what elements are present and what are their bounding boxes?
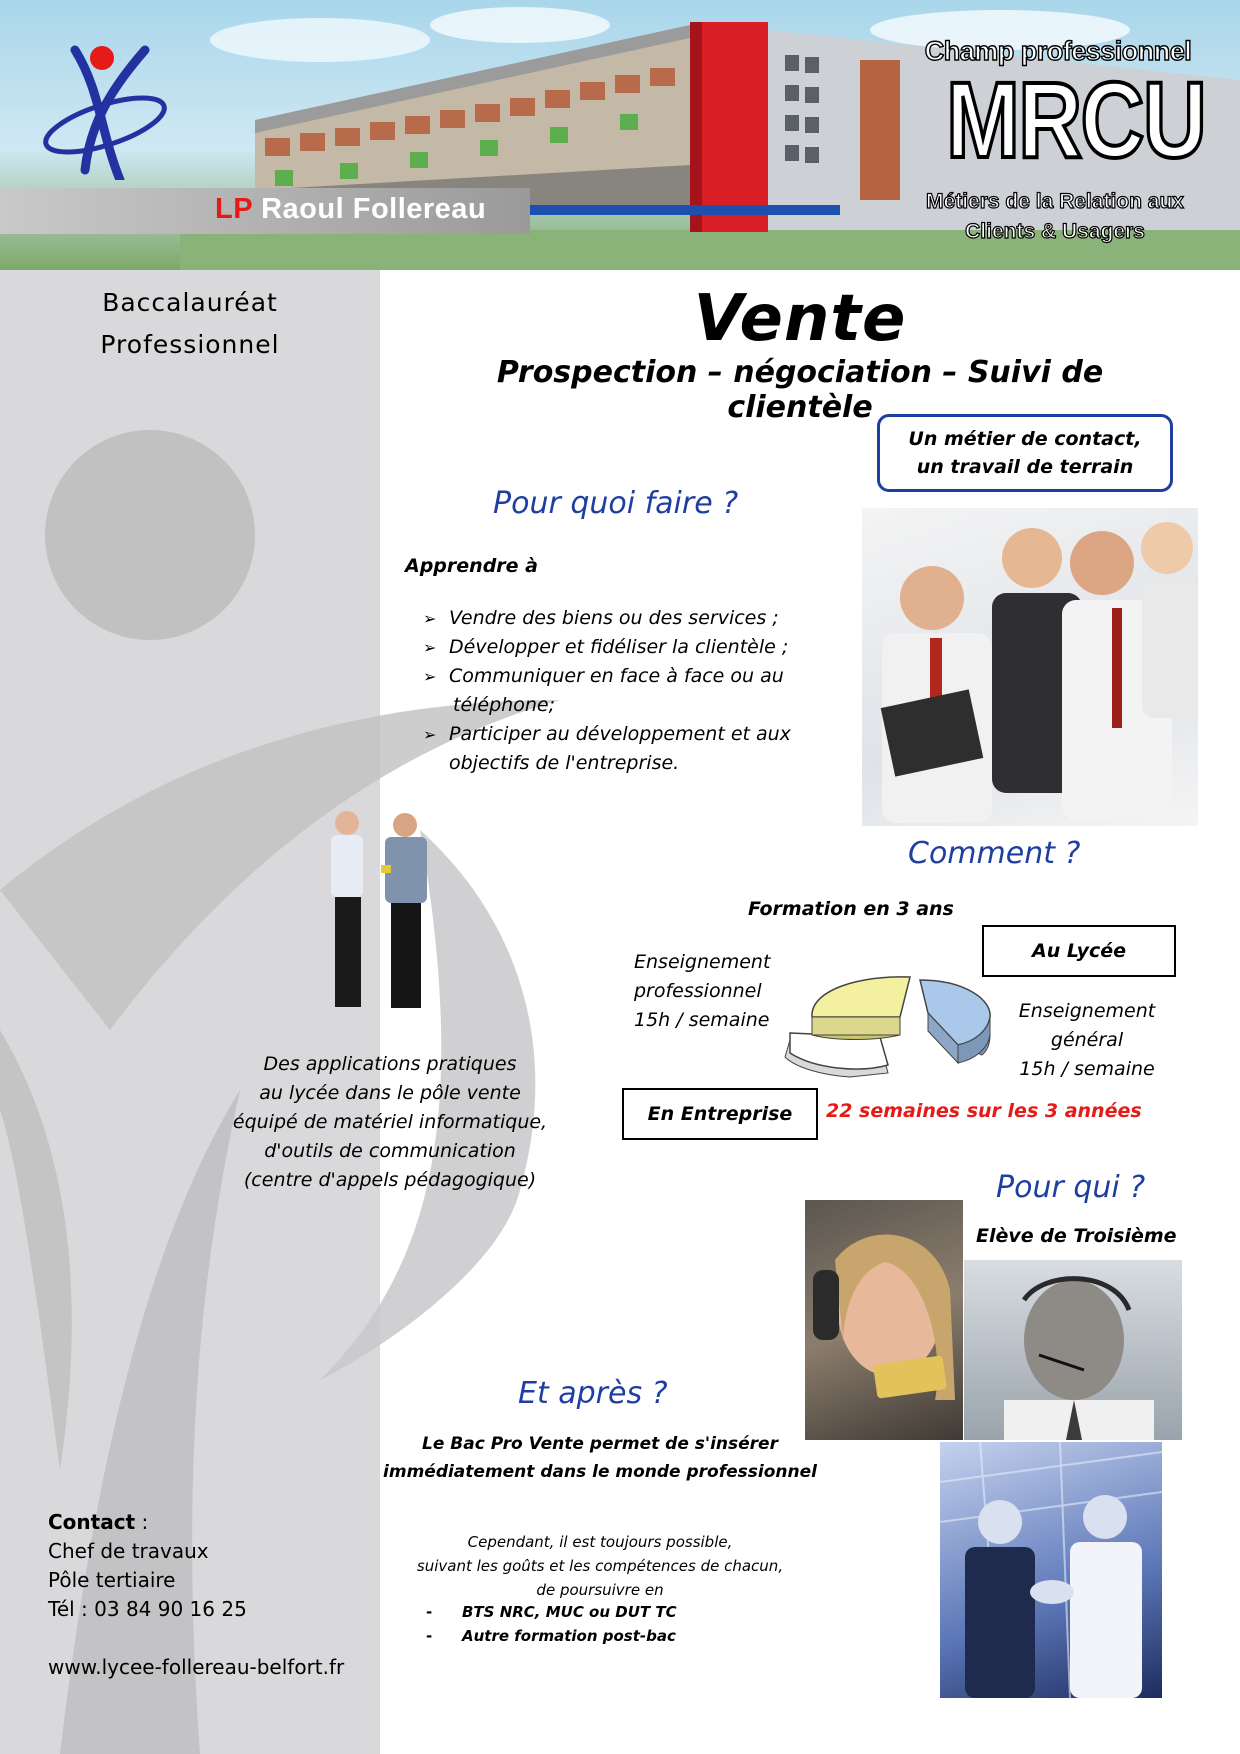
- page-subtitle: Prospection – négociation – Suivi de clientèle: [496, 355, 1104, 425]
- weeks-text: 22 semaines sur les 3 années: [826, 1100, 1142, 1122]
- business-team-photo: [862, 508, 1198, 826]
- further-item: [426, 1624, 677, 1648]
- contact-label: Contact: [48, 1510, 136, 1534]
- learn-item: [423, 720, 843, 778]
- applications-line5: (centre d'appels pédagogique): [243, 1169, 537, 1191]
- arrow-bullet-icon: ➢: [423, 725, 437, 744]
- pro-teaching-line2: professionnel: [634, 980, 762, 1002]
- gen-teaching-label: [1012, 997, 1162, 1084]
- tagline-line2: un travail de terrain: [916, 456, 1134, 478]
- field-full-line1: Métiers de la Relation aux: [926, 190, 1184, 213]
- applications-text: [190, 1050, 590, 1195]
- learn-item: [423, 633, 843, 662]
- learn-item: [423, 662, 843, 720]
- pro-teaching-line1: Enseignement: [634, 951, 771, 973]
- contact-line2: Pôle tertiaire: [48, 1568, 176, 1592]
- however-line2: suivant les goûts et les compétences de chacun,: [416, 1557, 784, 1575]
- who-value: Elève de Troisième: [976, 1225, 1177, 1247]
- school-prefix: LP: [215, 193, 253, 225]
- however-text: [380, 1530, 820, 1602]
- further-item-text: BTS NRC, MUC ou DUT TC: [462, 1603, 677, 1621]
- applications-line1: Des applications pratiques: [263, 1053, 517, 1075]
- learn-item-text: Développer et fidéliser la clientèle ;: [449, 636, 789, 658]
- in-company-box: [622, 1088, 818, 1140]
- page-title: Vente: [693, 282, 907, 356]
- business-team-illustration: [862, 508, 1198, 826]
- learn-list: [423, 604, 843, 778]
- dash-bullet: -: [426, 1627, 433, 1645]
- arrow-bullet-icon: ➢: [423, 609, 437, 628]
- arrow-bullet-icon: ➢: [423, 638, 437, 657]
- applications-line4: d'outils de communication: [264, 1140, 516, 1162]
- field-acronym: MRCU: [946, 59, 1206, 180]
- gen-teaching-line3: 15h / semaine: [1019, 1058, 1155, 1080]
- dash-bullet: -: [426, 1603, 433, 1621]
- section-how-heading: Comment ?: [908, 836, 1081, 871]
- contact-block: [48, 1508, 344, 1682]
- however-line3: de poursuivre en: [536, 1581, 664, 1599]
- applications-line2: au lycée dans le pôle vente: [259, 1082, 521, 1104]
- further-list: [426, 1600, 677, 1648]
- learn-item-text-cont: téléphone;: [453, 694, 555, 716]
- learn-item-text: Participer au développement et aux: [449, 723, 791, 745]
- at-school-box: [982, 925, 1176, 977]
- further-item-text: Autre formation post-bac: [462, 1627, 676, 1645]
- diploma-line2: Professionnel: [100, 330, 280, 359]
- phone-woman-illustration: [805, 1200, 963, 1440]
- tagline-line1: Un métier de contact,: [908, 428, 1142, 450]
- further-item: [426, 1600, 677, 1624]
- contact-phone: Tél : 03 84 90 16 25: [48, 1597, 247, 1621]
- section-who-heading: Pour qui ?: [996, 1170, 1146, 1205]
- header-banner: [0, 0, 1240, 270]
- after-text: [380, 1430, 820, 1486]
- applications-line3: équipé de matériel informatique,: [232, 1111, 548, 1133]
- learn-item-text: Communiquer en face à face ou au: [449, 665, 784, 687]
- diploma-line1: Baccalauréat: [102, 288, 278, 317]
- section-after-heading: Et après ?: [518, 1376, 668, 1411]
- website-link[interactable]: www.lycee-follereau-belfort.fr: [48, 1655, 345, 1679]
- gen-teaching-line2: général: [1050, 1029, 1124, 1051]
- handshake-photo: [940, 1442, 1162, 1698]
- hours-pie-chart: [780, 965, 1000, 1080]
- after-line2: immédiatement dans le monde professionnel: [383, 1462, 817, 1482]
- tagline-box: [877, 414, 1173, 492]
- learn-item-text-cont: objectifs de l'entreprise.: [449, 752, 680, 774]
- pie-slice-professional: [812, 977, 910, 1017]
- formation-label: Formation en 3 ans: [748, 898, 954, 920]
- handshake-illustration: [940, 1442, 1162, 1698]
- pro-teaching-line3: 15h / semaine: [634, 1009, 770, 1031]
- after-line1: Le Bac Pro Vente permet de s'insérer: [422, 1434, 778, 1454]
- however-line1: Cependant, il est toujours possible,: [467, 1533, 733, 1551]
- businessmen-illustration: [305, 805, 455, 1015]
- at-school-label: Au Lycée: [1031, 940, 1127, 962]
- in-company-label: En Entreprise: [647, 1103, 793, 1125]
- phone-woman-photo: [805, 1200, 963, 1440]
- contact-line1: Chef de travaux: [48, 1539, 209, 1563]
- school-name: [215, 193, 486, 226]
- field-full-line2: Clients & Usagers: [965, 220, 1145, 243]
- field-label: Champ professionnel: [924, 36, 1192, 66]
- contact-heading: [48, 1508, 344, 1537]
- pro-teaching-label: [634, 948, 770, 1035]
- learn-item-text: Vendre des biens ou des services ;: [449, 607, 779, 629]
- gen-teaching-line1: Enseignement: [1018, 1000, 1156, 1022]
- school-title: Raoul Follereau: [261, 193, 487, 225]
- learn-intro: Apprendre à: [405, 555, 538, 577]
- learn-item: [423, 604, 843, 633]
- school-logo: [30, 30, 180, 180]
- headset-man-illustration: [964, 1260, 1182, 1440]
- arrow-bullet-icon: ➢: [423, 667, 437, 686]
- headset-man-photo: [964, 1260, 1182, 1440]
- contact-colon: :: [135, 1510, 149, 1534]
- section-why-heading: Pour quoi faire ?: [493, 486, 739, 521]
